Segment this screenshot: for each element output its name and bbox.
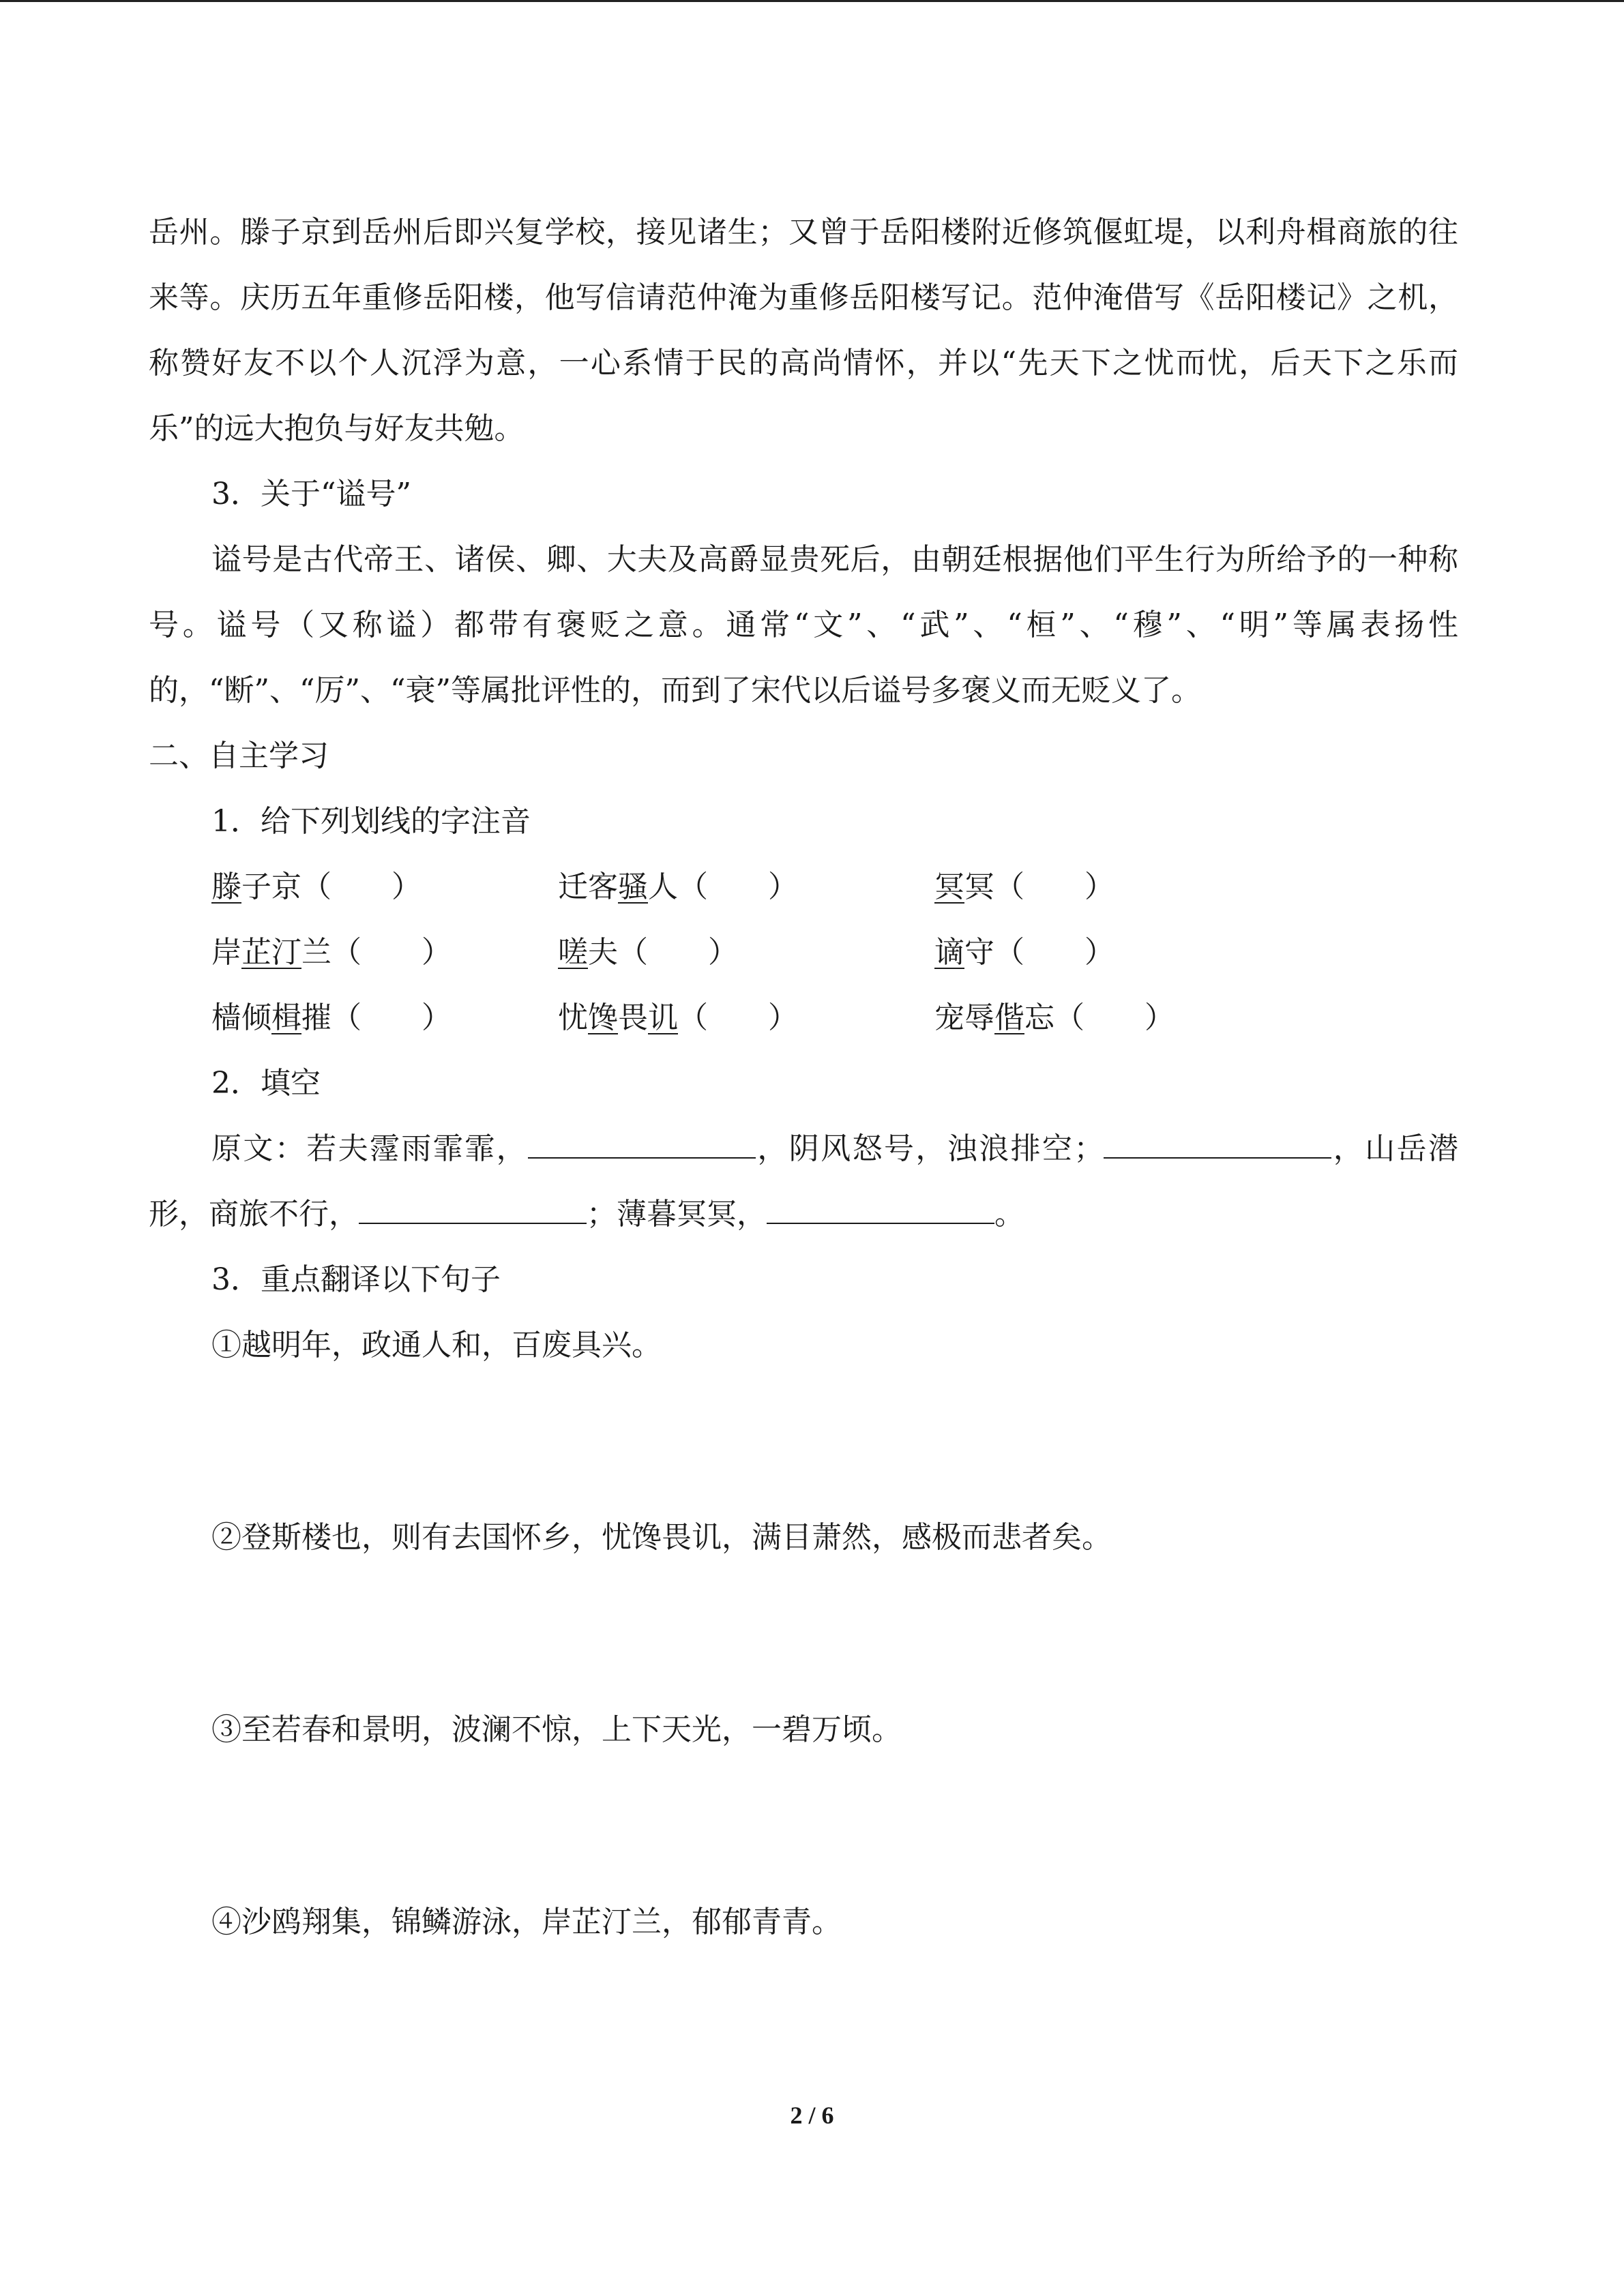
q2-heading: 2．填空 — [211, 1066, 321, 1101]
pinyin-item: 嗟夫（ ） — [558, 935, 738, 970]
section3-heading: 3．关于“谥号” — [211, 477, 411, 511]
fill-blank[interactable] — [767, 1195, 994, 1224]
pinyin-item: 滕子京（ ） — [211, 869, 422, 904]
pinyin-item: 迁客骚人（ ） — [558, 869, 798, 904]
pinyin-row-2 — [149, 920, 1458, 985]
pinyin-item: 忧馋畏讥（ ） — [558, 1000, 798, 1035]
translation-sentence-3: ③至若春和景明，波澜不惊，上下天光，一碧万顷。 — [211, 1712, 902, 1747]
intro-paragraph: 岳州。滕子京到岳州后即兴复学校，接见诸生；又曾于岳阳楼附近修筑偃虹堤，以利舟楫商旅的往来等。庆历五年重修岳阳楼，他写信请范仲淹为重修岳阳楼写记。范仲淹借写《岳阳楼记》之机，称赞好友不以个人沉浮为意，一心系情于民的高尚情怀，并以“先天下之忧而忧，后天下之乐而乐”的远大抱负与好友共勉。 — [149, 215, 1458, 446]
translation-sentence-1: ①越明年，政通人和，百废具兴。 — [211, 1328, 662, 1362]
answer-space — [149, 1570, 1458, 1697]
section3-text: 谥号是古代帝王、诸侯、卿、大夫及高爵显贵死后，由朝廷根据他们平生行为所给予的一种称号。谥号（又称谥）都带有褒贬之意。通常“文”、“武”、“桓”、“穆”、“明”等属表扬性的，“断”、“厉”、“衰”等属批评性的，而到了宋代以后谥号多褒义而无贬义了。 — [149, 542, 1458, 708]
fill-blank[interactable] — [528, 1130, 756, 1159]
fill-blank[interactable] — [359, 1195, 587, 1224]
pinyin-item: 宠辱偕忘（ ） — [934, 1000, 1175, 1035]
pinyin-item: 岸芷汀兰（ ） — [211, 935, 452, 970]
answer-space — [149, 1763, 1458, 1890]
part2-heading: 二、自主学习 — [149, 739, 329, 773]
translation-sentence-2: ②登斯楼也，则有去国怀乡，忧馋畏讥，满目萧然，感极而悲者矣。 — [211, 1520, 1112, 1555]
q3-heading: 3．重点翻译以下句子 — [211, 1262, 501, 1297]
pinyin-item: 樯倾楫摧（ ） — [211, 1000, 452, 1035]
pinyin-item: 谪守（ ） — [934, 935, 1114, 970]
pinyin-row-3 — [149, 985, 1458, 1051]
fill-blank[interactable] — [1104, 1130, 1331, 1159]
answer-space — [149, 1378, 1458, 1505]
pinyin-row-1 — [149, 854, 1458, 920]
document-body — [149, 200, 1458, 1955]
translation-sentence-4: ④沙鸥翔集，锦鳞游泳，岸芷汀兰，郁郁青青。 — [211, 1905, 842, 1939]
page-number: 2 / 6 — [790, 2102, 834, 2129]
pinyin-item: 冥冥（ ） — [934, 869, 1114, 904]
q1-heading: 1．给下列划线的字注音 — [211, 804, 531, 839]
fill-in-paragraph: 原文：若夫霪雨霏霏， ，阴风怒号，浊浪排空； ，山岳潜形，商旅不行， ；薄暮冥冥， 。 — [149, 1131, 1459, 1232]
